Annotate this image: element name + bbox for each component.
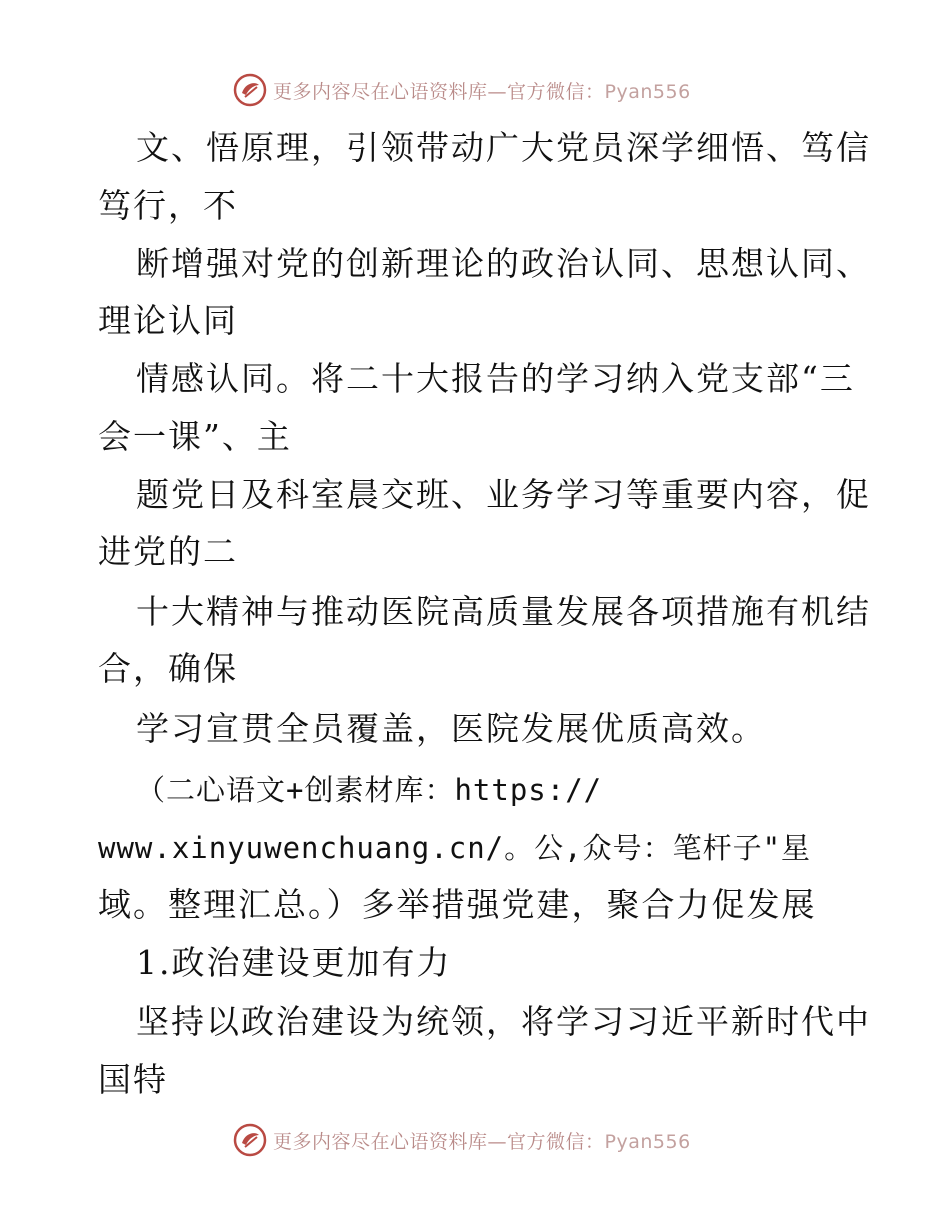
watermark-handle: Pyan556: [604, 80, 691, 103]
text-line: 域。整理汇总。）多举措强党建，聚合力促发展: [98, 885, 817, 924]
text-line: 十大精神与推动医院高质量发展各项措施有机结: [136, 592, 871, 631]
text-line: 情感认同。将二十大报告的学习纳入党支部“三: [136, 359, 855, 398]
watermark-logo-icon: [233, 1123, 267, 1157]
text-line: 理论认同: [98, 301, 238, 340]
section-heading: 1.政治建设更加有力: [136, 943, 452, 982]
header-watermark: [233, 72, 691, 108]
text-line: 合，确保: [98, 649, 238, 688]
text-line: （二心语文+创素材库：https://: [136, 773, 603, 807]
text-line: 进党的二: [98, 532, 238, 571]
footer-watermark: [233, 1122, 691, 1158]
watermark-handle: Pyan556: [604, 1130, 691, 1153]
text-line: 笃行，不: [98, 186, 238, 225]
watermark-text: 更多内容尽在心语资料库—官方微信：Pyan556: [273, 1130, 691, 1153]
text-line: 文、悟原理，引领带动广大党员深学细悟、笃信: [136, 128, 871, 167]
text-line: 国特: [98, 1060, 168, 1099]
text-line: 坚持以政治建设为统领，将学习习近平新时代中: [136, 1002, 871, 1041]
text-line: 学习宣贯全员覆盖，医院发展优质高效。: [136, 709, 766, 748]
watermark-text: 更多内容尽在心语资料库—官方微信：Pyan556: [273, 80, 691, 103]
text-line: www.xinyuwenchuang.cn/。公,众号：笔杆子"星: [98, 831, 812, 865]
text-line: 题党日及科室晨交班、业务学习等重要内容，促: [136, 475, 871, 514]
text-line: 会一课”、主: [98, 417, 292, 456]
text-line: 断增强对党的创新理论的政治认同、思想认同、: [136, 244, 871, 283]
watermark-logo-icon: [233, 73, 267, 107]
